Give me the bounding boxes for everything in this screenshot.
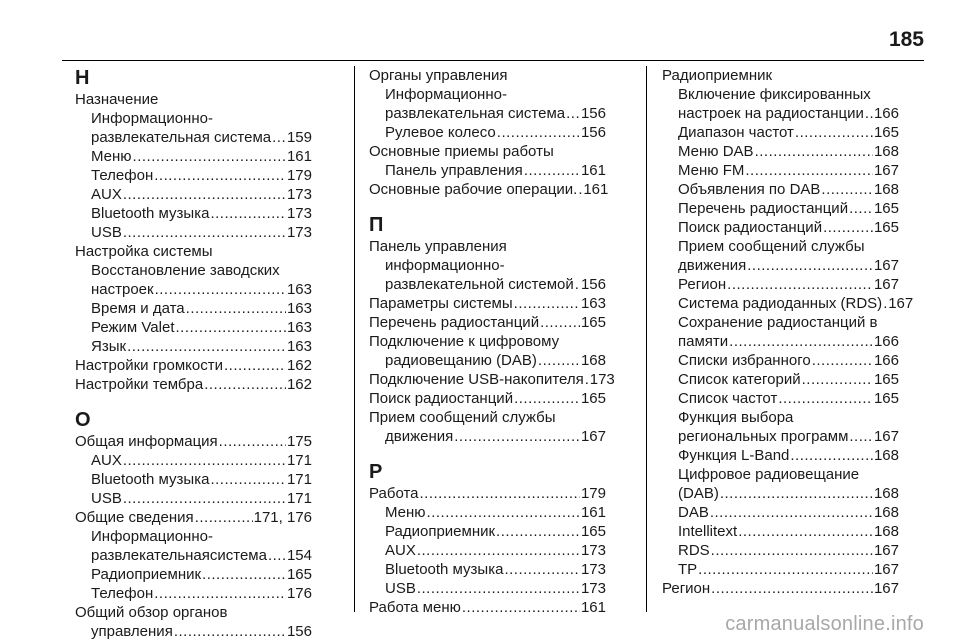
entry-text: Панель управления bbox=[369, 238, 507, 255]
index-subentry bbox=[369, 161, 606, 180]
entry-text: Поиск радиостанций bbox=[369, 390, 514, 407]
entry-text: Радиоприемник bbox=[662, 67, 773, 84]
entry-text: Телефон bbox=[91, 167, 154, 184]
entry-text: радиовещанию (DAB) bbox=[385, 352, 537, 369]
index-subentry bbox=[662, 522, 899, 541]
dot-leader bbox=[195, 508, 253, 527]
entry-text: Список частот bbox=[678, 390, 778, 407]
entry-text: DAB bbox=[678, 504, 709, 521]
entry-text: AUX bbox=[91, 452, 122, 469]
index-entry bbox=[369, 408, 606, 427]
entry-text: Восстановление заводских bbox=[91, 262, 280, 279]
entry-text: Основные рабочие операции. bbox=[369, 181, 578, 198]
footer-watermark: carmanualsonline.info bbox=[725, 613, 924, 635]
page-ref: 173 bbox=[286, 224, 312, 241]
index-subentry bbox=[369, 123, 606, 142]
page-ref: 167 bbox=[873, 276, 899, 293]
index-entry bbox=[369, 313, 606, 332]
dot-leader bbox=[497, 123, 580, 142]
entry-text: Intellitext bbox=[678, 523, 738, 540]
page-ref: 163 bbox=[286, 281, 312, 298]
page-ref: 173 bbox=[286, 186, 312, 203]
entry-text: Основные приемы работы bbox=[369, 143, 554, 160]
page-ref: 166 bbox=[873, 333, 899, 350]
page-ref: 154 bbox=[286, 547, 312, 564]
entry-text: Режим Valet bbox=[91, 319, 175, 336]
dot-leader bbox=[210, 470, 286, 489]
page-ref: 162 bbox=[286, 357, 312, 374]
index-subentry bbox=[75, 166, 312, 185]
dot-leader bbox=[123, 489, 286, 508]
page-ref: 176 bbox=[286, 585, 312, 602]
entry-text: USB bbox=[91, 490, 122, 507]
page-ref: 163 bbox=[286, 319, 312, 336]
index-subentry bbox=[662, 199, 899, 218]
page-ref: 168 bbox=[873, 143, 899, 160]
index-subentry bbox=[75, 451, 312, 470]
dot-leader bbox=[883, 294, 887, 313]
entry-text: региональных программ bbox=[678, 428, 849, 445]
dot-leader bbox=[727, 275, 873, 294]
page-ref: 167 bbox=[580, 428, 606, 445]
dot-leader bbox=[417, 579, 580, 598]
index-letter-heading: Н bbox=[75, 67, 90, 89]
dot-leader bbox=[462, 598, 580, 617]
page-ref: 173 bbox=[580, 542, 606, 559]
entry-text: Цифровое радиовещание bbox=[678, 466, 860, 483]
index-subentry bbox=[75, 204, 312, 223]
page-ref: 165 bbox=[873, 219, 899, 236]
entry-text: движения bbox=[385, 428, 454, 445]
entry-text: Перечень радиостанций bbox=[678, 200, 849, 217]
index-subentry bbox=[662, 275, 899, 294]
index-subentry bbox=[75, 489, 312, 508]
entry-text: Система радиоданных (RDS) bbox=[678, 295, 883, 312]
entry-text: Параметры системы bbox=[369, 295, 513, 312]
index-column-3 bbox=[662, 66, 914, 598]
index-entry bbox=[369, 66, 606, 85]
dot-leader bbox=[812, 351, 873, 370]
index-subentry bbox=[662, 408, 899, 446]
index-subentry bbox=[75, 109, 312, 147]
index-subentry bbox=[662, 123, 899, 142]
index-subentry bbox=[662, 313, 899, 351]
dot-leader bbox=[154, 166, 286, 185]
index-entry bbox=[662, 66, 899, 85]
index-entry bbox=[369, 142, 606, 161]
dot-leader bbox=[540, 313, 580, 332]
index-entry bbox=[369, 294, 606, 313]
index-entry bbox=[75, 356, 312, 375]
dot-leader bbox=[778, 389, 873, 408]
page-ref: 171 bbox=[286, 490, 312, 507]
dot-leader bbox=[729, 332, 873, 351]
page-ref: 168 bbox=[580, 352, 606, 369]
page-ref: 165 bbox=[580, 523, 606, 540]
entry-text: Радиоприемник bbox=[385, 523, 496, 540]
dot-leader bbox=[745, 161, 873, 180]
dot-leader bbox=[524, 161, 580, 180]
entry-text: Радиоприемник bbox=[91, 566, 202, 583]
entry-text: Информационно- bbox=[91, 110, 213, 127]
dot-leader bbox=[204, 375, 286, 394]
entry-text: Bluetooth музыка bbox=[91, 205, 210, 222]
index-subentry bbox=[369, 85, 606, 123]
dot-leader bbox=[720, 484, 873, 503]
entry-text: USB bbox=[91, 224, 122, 241]
page-ref: 168 bbox=[873, 485, 899, 502]
index-subentry bbox=[75, 470, 312, 489]
entry-text: Язык bbox=[91, 338, 127, 355]
dot-leader bbox=[566, 104, 580, 123]
page-ref: 166 bbox=[873, 352, 899, 369]
page-ref: 165 bbox=[873, 390, 899, 407]
entry-text: Подключение к цифровому bbox=[369, 333, 560, 350]
dot-leader bbox=[865, 104, 873, 123]
entry-text: Панель управления bbox=[385, 162, 523, 179]
entry-text: Работа bbox=[369, 485, 419, 502]
index-subentry bbox=[662, 541, 899, 560]
dot-leader bbox=[123, 451, 286, 470]
entry-text: Списки избранного bbox=[678, 352, 811, 369]
index-subentry bbox=[75, 147, 312, 166]
page-ref: 173 bbox=[589, 371, 615, 388]
header-rule bbox=[62, 60, 924, 61]
dot-leader bbox=[575, 275, 580, 294]
index-subentry bbox=[369, 522, 606, 541]
page-ref: 173 bbox=[580, 580, 606, 597]
entry-text: Bluetooth музыка bbox=[385, 561, 504, 578]
entry-text: информационно- bbox=[385, 257, 505, 274]
page-ref: 156 bbox=[580, 276, 606, 293]
page-ref: 156 bbox=[580, 105, 606, 122]
index-subentry bbox=[662, 237, 899, 275]
entry-text: Работа меню bbox=[369, 599, 461, 616]
entry-text: Телефон bbox=[91, 585, 154, 602]
page-ref: 173 bbox=[286, 205, 312, 222]
dot-leader bbox=[802, 370, 873, 389]
page-ref: 161 bbox=[580, 599, 606, 616]
entry-text: Меню bbox=[385, 504, 426, 521]
page-ref: 168 bbox=[873, 523, 899, 540]
dot-leader bbox=[155, 280, 286, 299]
entry-text: (DAB) bbox=[678, 485, 719, 502]
dot-leader bbox=[420, 484, 580, 503]
entry-text: Прием сообщений службы bbox=[369, 409, 556, 426]
entry-text: Настройка системы bbox=[75, 243, 213, 260]
page-ref: 165 bbox=[873, 200, 899, 217]
page-ref: 161 bbox=[580, 504, 606, 521]
column-divider bbox=[646, 66, 647, 612]
entry-text: Диапазон частот bbox=[678, 124, 794, 141]
dot-leader bbox=[454, 427, 580, 446]
entry-text: Функция выбора bbox=[678, 409, 794, 426]
dot-leader bbox=[127, 337, 286, 356]
index-subentry bbox=[75, 565, 312, 584]
page-ref: 156 bbox=[286, 623, 312, 640]
dot-leader bbox=[710, 503, 873, 522]
dot-leader bbox=[176, 318, 286, 337]
index-subentry bbox=[369, 560, 606, 579]
dot-leader bbox=[849, 199, 873, 218]
dot-leader bbox=[585, 370, 589, 389]
index-entry bbox=[75, 242, 312, 261]
index-entry bbox=[369, 332, 606, 351]
entry-text: развлекательная система bbox=[385, 105, 566, 122]
page-ref: 165 bbox=[580, 314, 606, 331]
page-ref: 156 bbox=[580, 124, 606, 141]
page-ref: 163 bbox=[286, 338, 312, 355]
index-subentry bbox=[369, 541, 606, 560]
entry-text: Список категорий bbox=[678, 371, 801, 388]
index-subentry bbox=[75, 185, 312, 204]
dot-leader bbox=[738, 522, 873, 541]
index-entry bbox=[75, 90, 312, 109]
dot-leader bbox=[849, 427, 873, 446]
page-ref: 167 bbox=[873, 162, 899, 179]
page-ref: 161 bbox=[583, 181, 609, 198]
entry-text: управления bbox=[91, 623, 173, 640]
page-ref: 168 bbox=[873, 447, 899, 464]
index-subentry bbox=[662, 85, 899, 123]
dot-leader bbox=[224, 356, 286, 375]
index-subentry bbox=[369, 503, 606, 522]
page-ref: 167 bbox=[873, 257, 899, 274]
entry-text: Настройки тембра bbox=[75, 376, 204, 393]
page-ref: 168 bbox=[873, 181, 899, 198]
entry-text: Информационно- bbox=[385, 86, 507, 103]
entry-text: Регион bbox=[662, 580, 711, 597]
dot-leader bbox=[504, 560, 580, 579]
entry-text: Информационно- bbox=[91, 528, 213, 545]
dot-leader bbox=[186, 299, 286, 318]
index-entry bbox=[75, 375, 312, 394]
index-subentry bbox=[75, 622, 312, 641]
index-subentry bbox=[662, 370, 899, 389]
index-subentry bbox=[75, 584, 312, 603]
page-ref: 163 bbox=[580, 295, 606, 312]
index-subentry bbox=[662, 142, 899, 161]
dot-leader bbox=[711, 579, 873, 598]
page-ref: 171 bbox=[286, 471, 312, 488]
index-entry bbox=[75, 432, 312, 451]
page-number: 185 bbox=[888, 28, 924, 51]
dot-leader bbox=[538, 351, 580, 370]
page-ref: 165 bbox=[580, 390, 606, 407]
entry-text: Меню DAB bbox=[678, 143, 754, 160]
index-subentry bbox=[662, 218, 899, 237]
entry-text: Настройки громкости bbox=[75, 357, 224, 374]
page-ref: 168 bbox=[873, 504, 899, 521]
index-subentry bbox=[662, 560, 899, 579]
index-subentry bbox=[369, 427, 606, 446]
index-column-1 bbox=[75, 66, 312, 641]
index-subentry bbox=[75, 223, 312, 242]
page-ref: 159 bbox=[286, 129, 312, 146]
entry-text: памяти bbox=[678, 333, 729, 350]
dot-leader bbox=[790, 446, 873, 465]
entry-text: развлекательнаясистема bbox=[91, 547, 267, 564]
entry-text: Прием сообщений службы bbox=[678, 238, 865, 255]
page-ref: 173 bbox=[580, 561, 606, 578]
page-ref: 171 bbox=[286, 452, 312, 469]
index-subentry bbox=[662, 351, 899, 370]
entry-text: настроек на радиостанции bbox=[678, 105, 864, 122]
dot-leader bbox=[823, 218, 873, 237]
index-entry bbox=[369, 237, 606, 256]
dot-leader bbox=[711, 541, 873, 560]
index-entry bbox=[369, 484, 606, 503]
index-subentry bbox=[662, 465, 899, 503]
page-ref: 167 bbox=[888, 295, 914, 312]
entry-text: настроек bbox=[91, 281, 154, 298]
entry-text: Подключение USB-накопителя bbox=[369, 371, 584, 388]
index-subentry bbox=[662, 180, 899, 199]
page-ref: 165 bbox=[286, 566, 312, 583]
entry-text: TP bbox=[678, 561, 698, 578]
dot-leader bbox=[268, 546, 286, 565]
dot-leader bbox=[747, 256, 873, 275]
page-ref: 167 bbox=[873, 428, 899, 445]
index-subentry bbox=[369, 579, 606, 598]
entry-text: Объявления по DAB bbox=[678, 181, 821, 198]
dot-leader bbox=[210, 204, 286, 223]
index-subentry bbox=[662, 446, 899, 465]
dot-leader bbox=[202, 565, 286, 584]
page-ref: 165 bbox=[873, 124, 899, 141]
page-ref: 162 bbox=[286, 376, 312, 393]
page-ref: 167 bbox=[873, 580, 899, 597]
entry-text: Общие сведения bbox=[75, 509, 194, 526]
page-ref: 161 bbox=[286, 148, 312, 165]
index-letter-heading: П bbox=[369, 214, 384, 236]
index-entry bbox=[369, 180, 609, 199]
entry-text: Поиск радиостанций bbox=[678, 219, 823, 236]
index-subentry bbox=[662, 503, 899, 522]
entry-text: RDS bbox=[678, 542, 710, 559]
entry-text: Перечень радиостанций bbox=[369, 314, 540, 331]
dot-leader bbox=[578, 180, 582, 199]
entry-text: Рулевое колесо bbox=[385, 124, 496, 141]
index-letter-heading: Р bbox=[369, 461, 383, 483]
index-entry bbox=[369, 389, 606, 408]
index-subentry bbox=[369, 256, 606, 294]
dot-leader bbox=[417, 541, 580, 560]
index-subentry bbox=[662, 389, 899, 408]
entry-text: Общий обзор органов bbox=[75, 604, 228, 621]
entry-text: Общая информация bbox=[75, 433, 218, 450]
index-subentry bbox=[75, 261, 312, 299]
page-ref: 175 bbox=[286, 433, 312, 450]
entry-text: AUX bbox=[91, 186, 122, 203]
dot-leader bbox=[821, 180, 873, 199]
dot-leader bbox=[698, 560, 873, 579]
dot-leader bbox=[514, 389, 580, 408]
page-ref: 165 bbox=[873, 371, 899, 388]
index-subentry bbox=[75, 299, 312, 318]
entry-text: AUX bbox=[385, 542, 416, 559]
index-subentry bbox=[662, 294, 914, 313]
dot-leader bbox=[427, 503, 580, 522]
page-ref: 161 bbox=[580, 162, 606, 179]
dot-leader bbox=[123, 185, 286, 204]
index-letter-heading: О bbox=[75, 409, 91, 431]
dot-leader bbox=[219, 432, 286, 451]
entry-text: Регион bbox=[678, 276, 727, 293]
entry-text: Меню FM bbox=[678, 162, 745, 179]
index-entry bbox=[369, 370, 615, 389]
entry-text: USB bbox=[385, 580, 416, 597]
dot-leader bbox=[123, 223, 286, 242]
index-subentry bbox=[75, 527, 312, 565]
entry-text: Bluetooth музыка bbox=[91, 471, 210, 488]
dot-leader bbox=[174, 622, 286, 641]
entry-text: Органы управления bbox=[369, 67, 508, 84]
dot-leader bbox=[755, 142, 873, 161]
index-entry bbox=[662, 579, 899, 598]
dot-leader bbox=[795, 123, 873, 142]
entry-text: развлекательная система bbox=[91, 129, 272, 146]
entry-text: Функция L-Band bbox=[678, 447, 790, 464]
entry-text: Включение фиксированных bbox=[678, 86, 871, 103]
entry-text: движения bbox=[678, 257, 747, 274]
page-ref: 179 bbox=[580, 485, 606, 502]
entry-text: развлекательной системой bbox=[385, 276, 574, 293]
index-entry bbox=[75, 603, 312, 622]
page-ref: 166 bbox=[873, 105, 899, 122]
index-entry bbox=[75, 508, 312, 527]
entry-text: Меню bbox=[91, 148, 132, 165]
index-column-2 bbox=[369, 66, 615, 617]
index-subentry bbox=[75, 318, 312, 337]
index-subentry bbox=[369, 351, 606, 370]
column-divider bbox=[354, 66, 355, 612]
entry-text: Время и дата bbox=[91, 300, 185, 317]
dot-leader bbox=[154, 584, 286, 603]
page-ref: 179 bbox=[286, 167, 312, 184]
entry-text: Сохранение радиостанций в bbox=[678, 314, 878, 331]
page-ref: 167 bbox=[873, 542, 899, 559]
dot-leader bbox=[496, 522, 580, 541]
index-entry bbox=[369, 598, 606, 617]
index-subentry bbox=[662, 161, 899, 180]
page-ref: 163 bbox=[286, 300, 312, 317]
entry-text: Назначение bbox=[75, 91, 159, 108]
page-ref: 167 bbox=[873, 561, 899, 578]
index-subentry bbox=[75, 337, 312, 356]
page-ref: 171, 176 bbox=[253, 509, 312, 526]
dot-leader bbox=[514, 294, 580, 313]
dot-leader bbox=[133, 147, 286, 166]
dot-leader bbox=[272, 128, 286, 147]
